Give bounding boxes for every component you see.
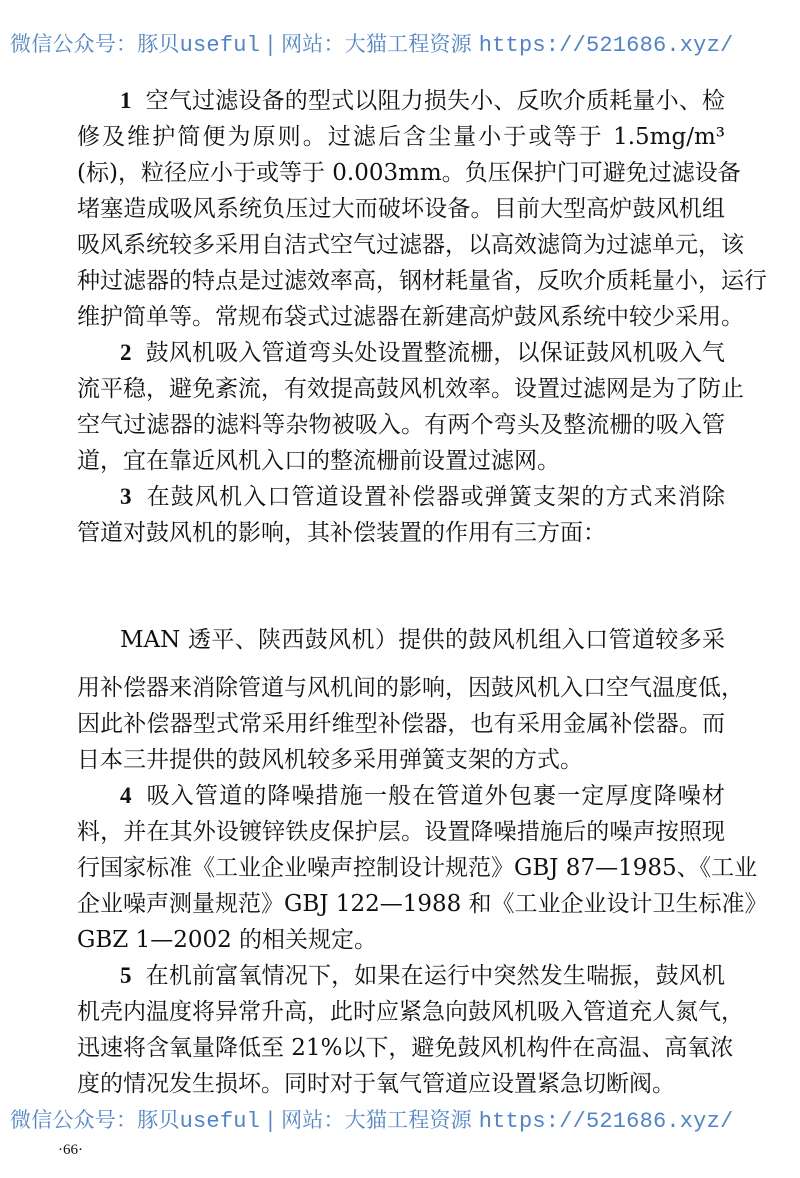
paragraph-4-line	[77, 850, 758, 886]
line-text: 在机前富氧情况下，如果在运行中突然发生喘振，鼓风机	[145, 963, 725, 989]
line-text: 机壳内温度将异常升高，此时应紧急向鼓风机吸入管道充人氮气，	[77, 999, 744, 1025]
text-line: MAN 透平、陕西鼓风机）提供的鼓风机组入口管道较多采	[120, 627, 725, 653]
line-text: 种过滤器的特点是过滤效率高，钢材耗量省，反吹介质耗量小，运行	[77, 268, 767, 294]
line-text: 吸风系统较多采用自洁式空气过滤器，以高效滤筒为过滤单元，该	[77, 232, 744, 258]
paragraph-2-line	[120, 335, 725, 371]
paragraph-1-line	[120, 83, 725, 119]
watermark-footer	[10, 1106, 790, 1134]
paragraph-4-line	[120, 778, 725, 814]
watermark-separator: |	[260, 32, 282, 56]
paragraph-3-line	[77, 515, 725, 551]
paragraph-1-line	[77, 299, 744, 335]
watermark-url: https://521686.xyz/	[478, 33, 734, 58]
paragraph-number: 2	[120, 340, 132, 365]
line-text: 度的情况发生损坏。同时对于氧气管道应设置紧急切断阀。	[77, 1071, 675, 1097]
line-text: 吸入管道的降噪措施一般在管道外包裹一定厚度降噪材	[145, 783, 725, 809]
paragraph-5-line	[77, 994, 744, 1030]
line-text: 空气过滤器的滤料等杂物被吸入。有两个弯头及整流栅的吸入管	[77, 412, 725, 438]
paragraph-number: 4	[120, 783, 132, 808]
paragraph-2-line	[77, 407, 725, 443]
paragraph-4-line	[77, 922, 725, 958]
line-text: 因此补偿器型式常采用纤维型补偿器，也有采用金属补偿器。而	[77, 711, 725, 737]
paragraph-cont-line	[77, 670, 744, 706]
paragraph-3-line	[120, 479, 725, 515]
paragraph-1-line	[77, 155, 741, 191]
line-text: 空气过滤设备的型式以阻力损失小、反吹介质耗量小、检	[145, 88, 725, 114]
watermark-site-label: 网站：大猫工程资源	[281, 1108, 479, 1132]
line-text: 修及维护简便为原则。过滤后含尘量小于或等于 1.5mg/m³	[77, 124, 725, 150]
paragraph-number: 3	[120, 484, 132, 509]
line-text: 用补偿器来消除管道与风机间的影响，因鼓风机入口空气温度低，	[77, 675, 744, 701]
watermark-site-label: 网站：大猫工程资源	[281, 32, 479, 56]
paragraph-5-line	[120, 958, 725, 994]
watermark-prefix: 微信公众号：豚贝	[10, 32, 180, 56]
line-text: 料，并在其外设镀锌铁皮保护层。设置降噪措施后的噪声按照现	[77, 819, 725, 845]
line-text: 鼓风机吸入管道弯头处设置整流栅，以保证鼓风机吸入气	[145, 340, 725, 366]
line-text: 迅速将含氧量降低至 21%以下，避免鼓风机构件在高温、高氧浓	[77, 1035, 734, 1061]
paragraph-4-line	[77, 814, 725, 850]
line-text: 企业噪声测量规范》GBJ 122—1988 和《工业企业设计卫生标准》	[77, 891, 768, 917]
paragraph-4-line	[77, 886, 768, 922]
line-text: 在鼓风机入口管道设置补偿器或弹簧支架的方式来消除	[145, 484, 725, 510]
paragraph-1-line	[77, 191, 725, 227]
paragraph-cont-line	[77, 742, 725, 778]
watermark-prefix: 微信公众号：豚贝	[10, 1108, 180, 1132]
line-text: 维护简单等。常规布袋式过滤器在新建高炉鼓风系统中较少采用。	[77, 304, 744, 330]
paragraph-5-line	[77, 1030, 734, 1066]
watermark-header	[10, 30, 790, 58]
watermark-brand: useful	[179, 33, 261, 58]
clipped-line	[120, 627, 725, 656]
line-text: 日本三井提供的鼓风机较多采用弹簧支架的方式。	[77, 747, 583, 773]
paragraph-2-line	[77, 443, 725, 479]
watermark-brand: useful	[179, 1109, 261, 1134]
line-text: 行国家标准《工业企业噪声控制设计规范》GBJ 87—1985、《工业	[77, 855, 758, 881]
watermark-url: https://521686.xyz/	[478, 1109, 734, 1134]
line-text: 流平稳，避免紊流，有效提高鼓风机效率。设置过滤网是为了防止	[77, 376, 744, 402]
line-text: 道，宜在靠近风机入口的整流栅前设置过滤网。	[77, 448, 560, 474]
page-number: ·66·	[58, 1142, 83, 1158]
paragraph-1-line	[77, 227, 744, 263]
paragraph-2-line	[77, 371, 744, 407]
watermark-separator: |	[260, 1108, 282, 1132]
paragraph-5-line	[77, 1066, 725, 1102]
paragraph-cont-line	[77, 706, 725, 742]
paragraph-1-line	[77, 119, 725, 155]
line-text: 堵塞造成吸风系统负压过大而破坏设备。目前大型高炉鼓风机组	[77, 196, 725, 222]
paragraph-number: 5	[120, 963, 132, 988]
line-text: (标)，粒径应小于或等于 0.003mm。负压保护门可避免过滤设备	[77, 160, 741, 186]
line-text: GBZ 1—2002 的相关规定。	[77, 927, 378, 953]
paragraph-1-line	[77, 263, 767, 299]
line-text: 管道对鼓风机的影响，其补偿装置的作用有三方面：	[77, 520, 606, 546]
paragraph-number: 1	[120, 88, 132, 113]
